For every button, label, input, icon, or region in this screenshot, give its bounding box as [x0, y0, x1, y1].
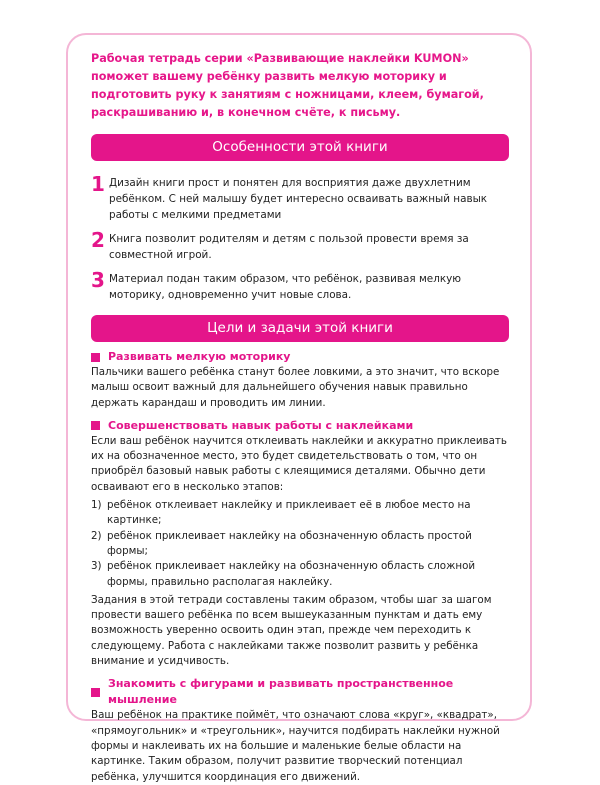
features-list: [91, 172, 509, 303]
square-bullet-icon: [91, 353, 100, 362]
page-content: [91, 50, 509, 785]
feature-number: 3: [91, 268, 105, 292]
goal-heading: [91, 418, 509, 434]
intro-paragraph: Рабочая тетрадь серии «Развивающие наклейки KUMON» поможет вашему ребёнку развить мелкую моторику и подготовить руку к занятиям с ножницами, клеем, бумагой, раскрашиванию и, в конечном счёте, к письму.: [91, 52, 484, 119]
feature-item: [91, 268, 509, 303]
feature-number: 2: [91, 228, 105, 252]
feature-number: 1: [91, 172, 105, 196]
step-text: ребёнок отклеивает наклейку и приклеивает её в любое место на картинке;: [107, 499, 471, 527]
goals-heading: Цели и задачи этой книги: [91, 315, 509, 342]
steps-list: [91, 498, 509, 590]
step-number: 3): [91, 560, 102, 573]
feature-item: [91, 228, 509, 263]
goal-heading: [91, 676, 509, 708]
step-item: [91, 559, 509, 590]
goal-heading-text: Совершенствовать навык работы с наклейками: [108, 418, 414, 432]
step-text: ребёнок приклеивает наклейку на обозначенную область сложной формы, правильно располагая наклейку.: [107, 560, 476, 588]
feature-item: [91, 172, 509, 223]
goal-text: Если ваш ребёнок научится отклеивать наклейки и аккуратно приклеивать их на обозначенное место, это будет свидетельствовать о том, что он приобрёл базовый навык работы с клеящимися деталями. Обычно дети осваивают его в несколько этапов:: [91, 434, 507, 493]
square-bullet-icon: [91, 421, 100, 430]
step-number: 1): [91, 499, 102, 512]
step-item: [91, 498, 509, 529]
goal-text: Ваш ребёнок на практике поймёт, что означают слова «круг», «квадрат», «прямоугольник» и «треугольник», научится подбирать наклейки нужной формы и наклеивать их на большие и маленькие белые области на картинке. Таким образом, получит развитие творческий потенциал ребёнка, улучшится координация его движений.: [91, 709, 500, 783]
square-bullet-icon: [91, 688, 100, 697]
feature-text: Дизайн книги прост и понятен для восприятия даже двухлетним ребёнком. С ней малышу будет интересно осваивать важный навык работы с мелкими предметами: [109, 177, 488, 221]
goal-text: Пальчики вашего ребёнка станут более ловкими, а это значит, что вскоре малыш освоит важный для дальнейшего обучения навык правильно держать карандаш и проводить им линии.: [91, 366, 500, 409]
step-item: [91, 529, 509, 560]
goal-heading-text: Знакомить с фигурами и развивать пространственное мышление: [108, 677, 454, 707]
goal-heading: [91, 349, 509, 365]
goal-text-after: Задания в этой тетради составлены таким образом, чтобы шаг за шагом провести вашего ребёнка по всем вышеуказанным пунктам и дать ему возможность уверенно освоить один этап, прежде чем переходить к следующему. Работа с наклейками также позволит развить у ребёнка внимание и усидчивость.: [91, 593, 492, 668]
features-heading: Особенности этой книги: [91, 134, 509, 161]
goal-heading-text: Развивать мелкую моторику: [108, 350, 291, 363]
feature-text: Материал подан таким образом, что ребёнок, развивая мелкую моторику, одновременно учит новые слова.: [109, 273, 462, 301]
step-number: 2): [91, 529, 102, 542]
feature-text: Книга позволит родителям и детям с пользой провести время за совместной игрой.: [109, 233, 469, 261]
step-text: ребёнок приклеивает наклейку на обозначенную область простой формы;: [107, 529, 472, 557]
